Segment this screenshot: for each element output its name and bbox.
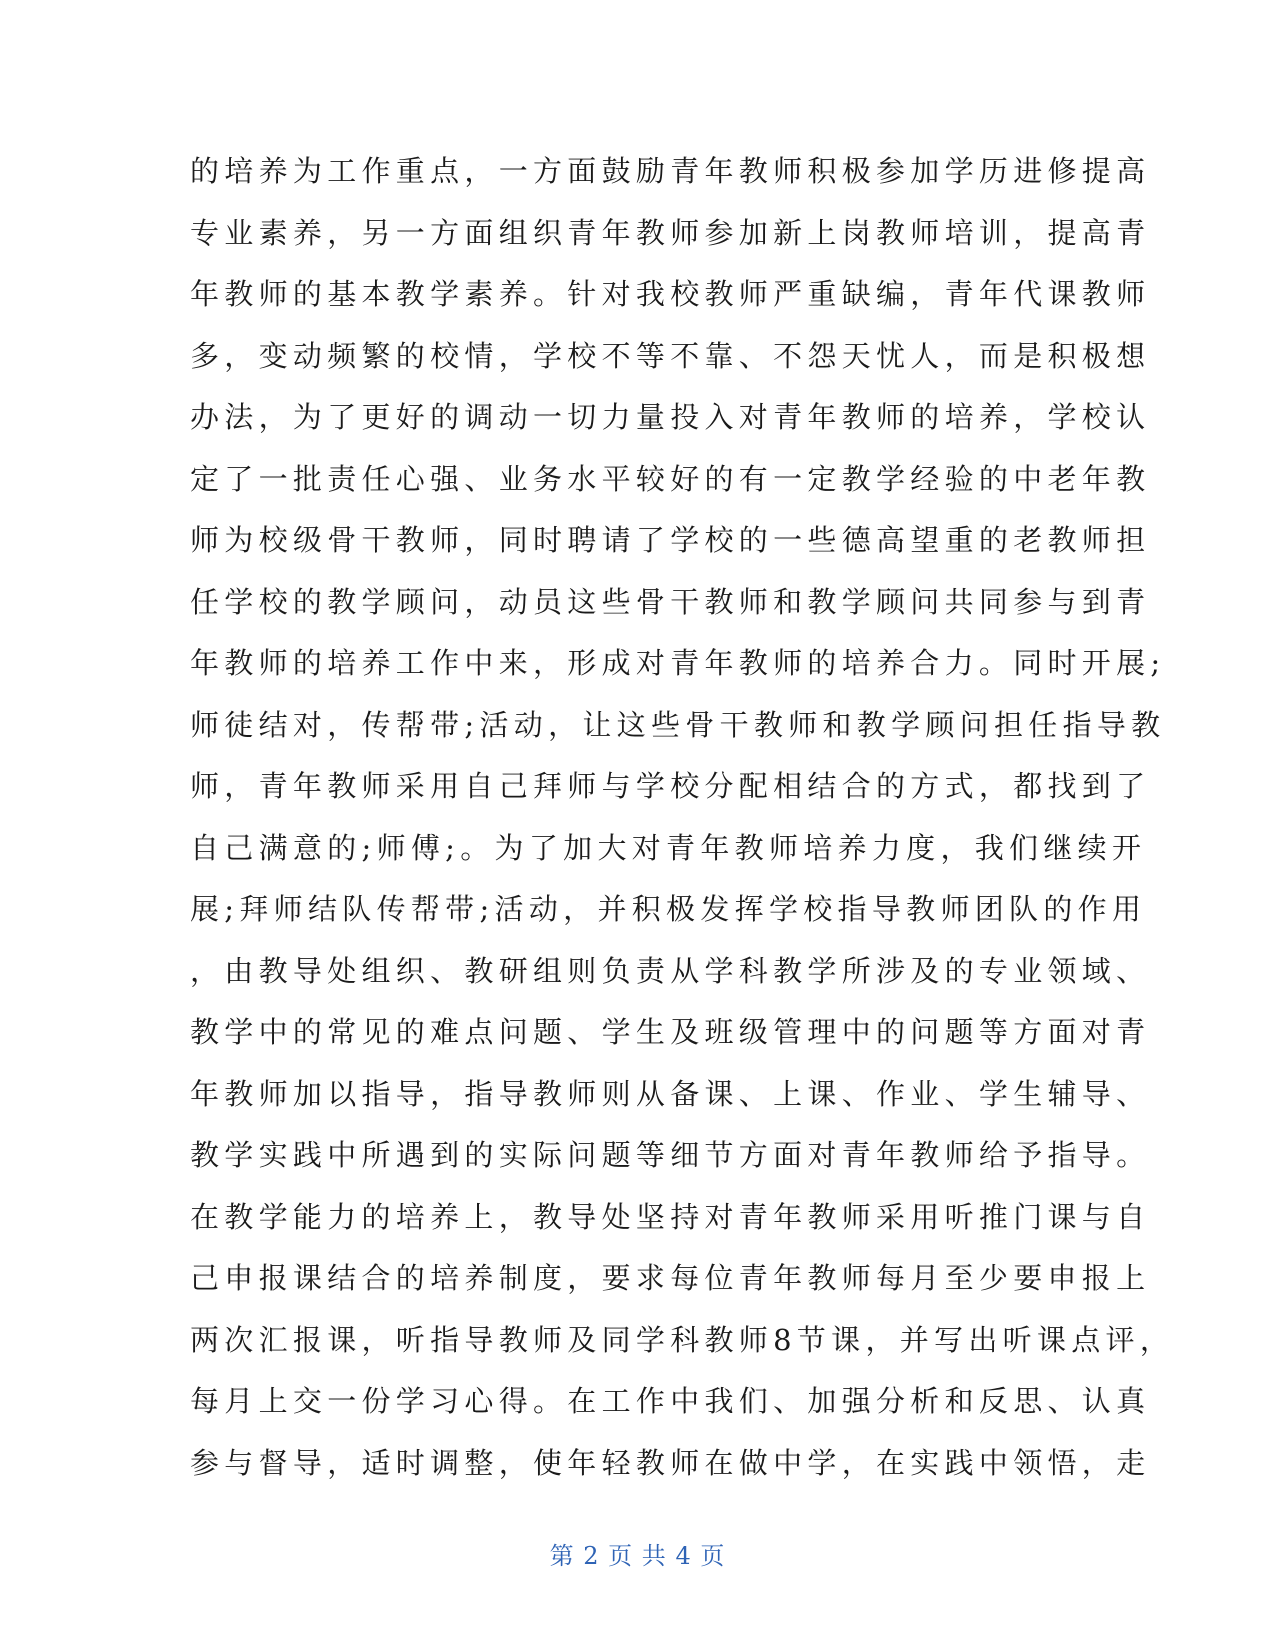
text-line: 师为校级骨干教师，同时聘请了学校的一些德高望重的老教师担 — [190, 523, 1151, 557]
body-text — [190, 141, 1175, 1494]
text-line: 师，青年教师采用自己拜师与学校分配相结合的方式，都找到了 — [190, 769, 1151, 803]
text-line: 在教学能力的培养上，教导处坚持对青年教师采用听推门课与自 — [190, 1199, 1151, 1234]
text-line: 参与督导，适时调整，使年轻教师在做中学，在实践中领悟，走 — [190, 1445, 1151, 1480]
text-line: 多，变动频繁的校情，学校不等不靠、不怨天忧人，而是积极想 — [190, 338, 1151, 373]
text-line: 两次汇报课，听指导教师及同学科教师8节课，并写出听课点评， — [190, 1322, 1175, 1357]
text-line: 教学中的常见的难点问题、学生及班级管理中的问题等方面对青 — [190, 1015, 1151, 1049]
text-line: 年教师的基本教学素养。针对我校教师严重缺编，青年代课教师 — [190, 277, 1151, 311]
text-line: 任学校的教学顾问，动员这些骨干教师和教学顾问共同参与到青 — [190, 584, 1151, 619]
text-line: 展;拜师结队传帮带;活动，并积极发挥学校指导教师团队的作用 — [190, 892, 1147, 926]
text-line: 每月上交一份学习心得。在工作中我们、加强分析和反思、认真 — [190, 1384, 1151, 1418]
text-line: 师徒结对，传帮带;活动，让这些骨干教师和教学顾问担任指导教 — [190, 707, 1166, 742]
text-line: ，由教导处组织、教研组则负责从学科教学所涉及的专业领域、 — [190, 953, 1151, 988]
text-line: 专业素养，另一方面组织青年教师参加新上岗教师培训，提高青 — [190, 215, 1151, 250]
text-line: 教学实践中所遇到的实际问题等细节方面对青年教师给予指导。 — [190, 1138, 1151, 1172]
text-line: 定了一批责任心强、业务水平较好的有一定教学经验的中老年教 — [190, 461, 1151, 496]
text-line: 办法，为了更好的调动一切力量投入对青年教师的培养，学校认 — [190, 400, 1151, 434]
page-number: 第 2 页 共 4 页 — [549, 1542, 726, 1570]
page-footer — [0, 1536, 1275, 1571]
text-line: 的培养为工作重点，一方面鼓励青年教师积极参加学历进修提高 — [190, 154, 1151, 188]
text-line: 年教师的培养工作中来，形成对青年教师的培养合力。同时开展; — [190, 646, 1166, 680]
text-line: 自己满意的;师傅;。为了加大对青年教师培养力度，我们继续开 — [190, 830, 1147, 865]
text-line: 年教师加以指导，指导教师则从备课、上课、作业、学生辅导、 — [190, 1076, 1151, 1111]
text-line: 己申报课结合的培养制度，要求每位青年教师每月至少要申报上 — [190, 1261, 1151, 1295]
